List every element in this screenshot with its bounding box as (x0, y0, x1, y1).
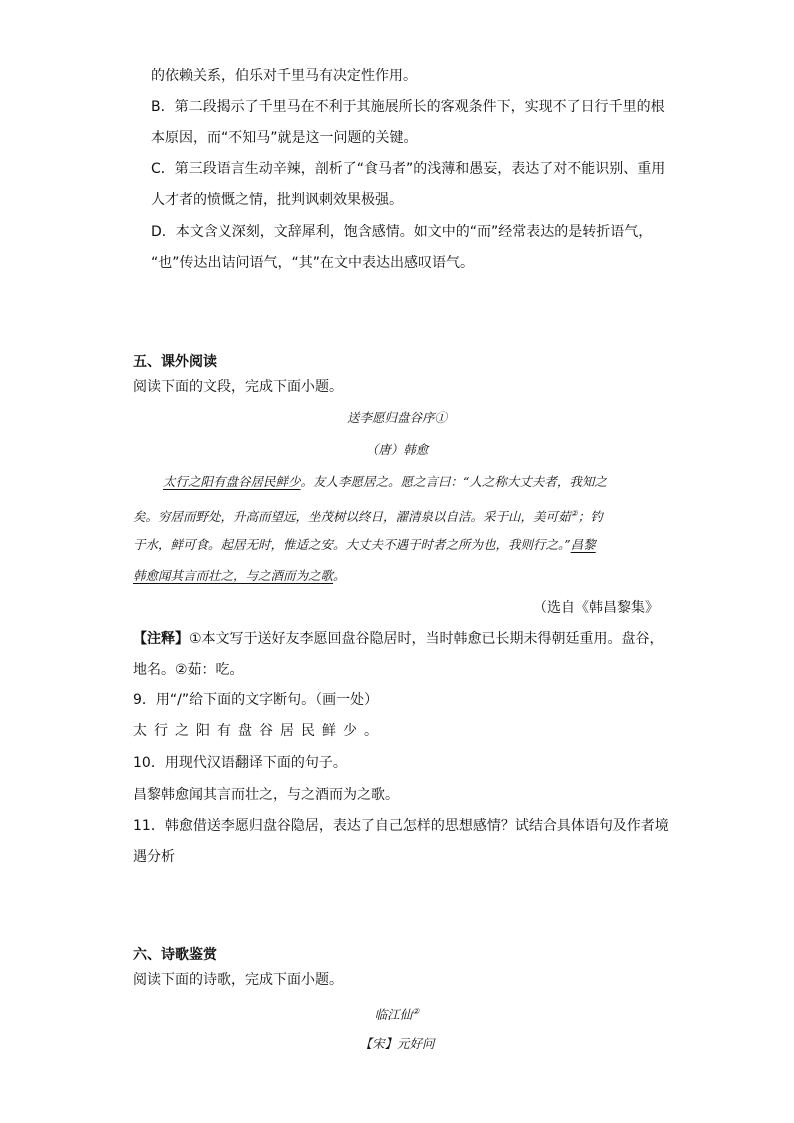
poem-footnote-mark: ② (412, 1007, 420, 1016)
passage-line3 (133, 535, 596, 555)
passage-line4 (133, 566, 346, 586)
question-11-line2: 遇分析 (133, 849, 175, 865)
section6-instruction: 阅读下面的诗歌，完成下面小题。 (133, 972, 343, 988)
option-d-line1: D．本文含义深刻，文辞犀利，饱含感情。如文中的“而”经常表达的是转折语气， (151, 224, 653, 240)
question-10-text: 昌黎韩愈闻其言而壮之，与之酒而为之歌。 (133, 787, 399, 803)
question-10: 10．用现代汉语翻译下面的句子。 (133, 755, 347, 771)
section5-instruction: 阅读下面的文段，完成下面小题。 (133, 379, 343, 395)
underlined-sentence-2-start: 昌黎 (570, 537, 596, 552)
passage-line4-end: 。 (333, 568, 346, 583)
passage-line3-text: 于水，鲜可食。起居无时，惟适之安。大丈夫不遇于时者之所为也，我则行之。” (133, 537, 571, 552)
option-c-line1: C．第三段语言生动辛辣，剖析了“食马者”的浅薄和愚妄，表达了对不能识别、重用 (151, 161, 666, 177)
option-d-line2: “也”传达出诘问语气，“其”在文中表达出感叹语气。 (151, 255, 475, 271)
passage-source: （选自《韩昌黎集》 (533, 600, 659, 616)
question-9: 9．用“/”给下面的文字断句。（画一处） (133, 692, 379, 708)
option-b-line1: B．第二段揭示了千里马在不利于其施展所长的客观条件下，实现不了日行千里的根 (151, 99, 665, 115)
passage-line2 (133, 504, 603, 527)
option-b-line2: 本原因，而“不知马”就是这一问题的关键。 (151, 130, 418, 146)
passage-line2-text: 矣。穷居而野处，升高而望远，坐茂树以终日，濯清泉以自洁。采于山，美可茹 (133, 509, 571, 525)
question-9-text: 太行之阳有盘谷居民鲜少。 (133, 723, 385, 739)
option-c-line2: 人才者的愤慨之情，批判讽刺效果极强。 (151, 192, 403, 208)
underlined-sentence-2-end: 韩愈闻其言而壮之，与之酒而为之歌 (133, 568, 334, 583)
poem-title (0, 1002, 794, 1025)
poem-author: 【宋】元好问 (359, 1036, 435, 1051)
note-line2: 地名。②茹：吃。 (133, 662, 244, 678)
section5-heading: 五、课外阅读 (133, 354, 217, 370)
passage-title: 送李愿归盘谷序① (346, 410, 447, 425)
underlined-sentence-1: 太行之阳有盘谷居民鲜少 (163, 474, 301, 489)
passage-line1-rest: 。友人李愿居之。愿之言曰：“人之称大丈夫者，我知之 (300, 474, 607, 489)
passage-author: （唐）韩愈 (365, 442, 429, 457)
section6-heading: 六、诗歌鉴赏 (133, 947, 217, 963)
footnote-mark-2: ② (570, 509, 578, 518)
option-a-continuation: 的依赖关系，伯乐对千里马有决定性作用。 (151, 68, 417, 84)
note-line1 (133, 629, 664, 649)
question-11-line1: 11．韩愈借送李愿归盘谷隐居，表达了自己怎样的思想感情？试结合具体语句及作者境 (133, 818, 669, 834)
poem-title-text: 临江仙 (374, 1007, 413, 1023)
passage-line2-end: ；钓 (577, 509, 603, 525)
note-label: 【注释】 (133, 631, 189, 647)
passage-line1 (163, 472, 607, 492)
note-text-1: ①本文写于送好友李愿回盘谷隐居时，当时韩愈已长期未得朝廷重用。盘谷， (189, 631, 664, 647)
